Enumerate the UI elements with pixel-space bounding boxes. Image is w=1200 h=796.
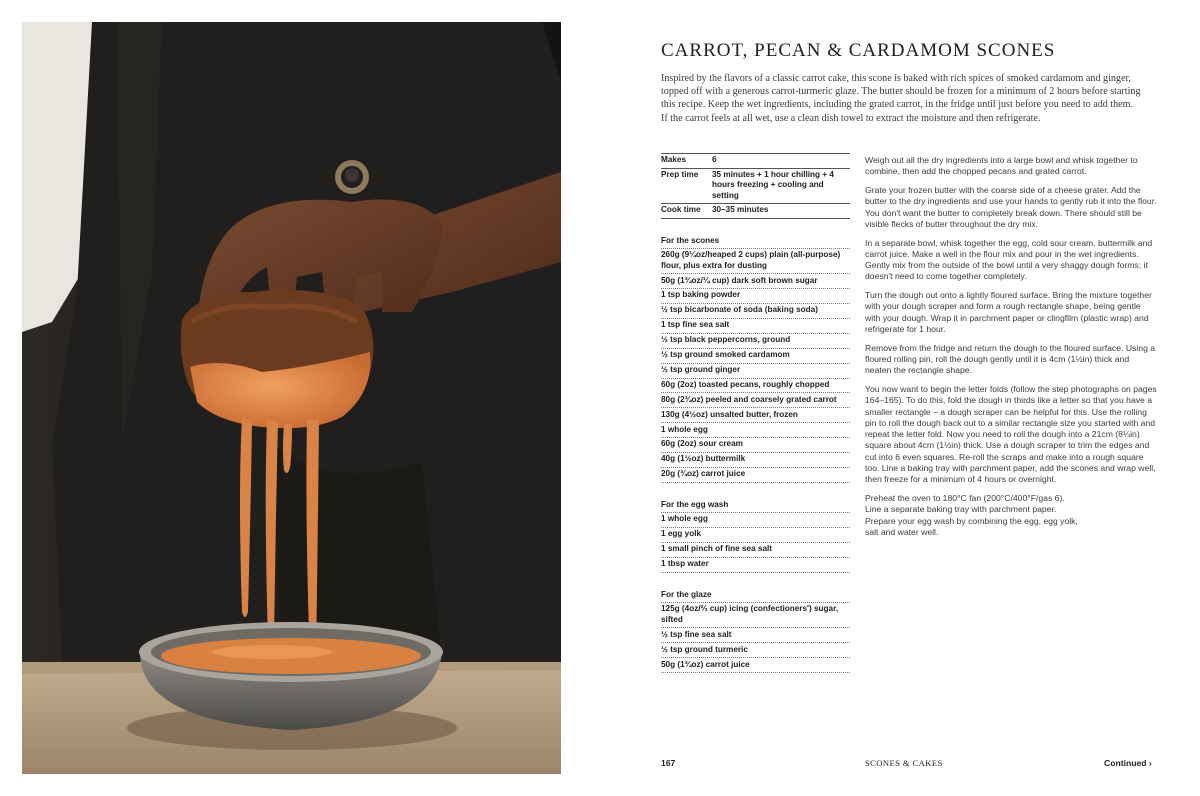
ingredient-item: ½ tsp ground smoked cardamom <box>661 348 850 363</box>
method-step-final <box>865 493 1157 538</box>
meta-value: 35 minutes + 1 hour chilling + 4 hours freezing + cooling and setting <box>712 169 834 200</box>
ingredient-item: 1 tsp fine sea salt <box>661 318 850 333</box>
ingredient-item: 1 small pinch of fine sea salt <box>661 542 850 557</box>
meta-value: 30–35 minutes <box>712 205 769 215</box>
recipe-meta <box>661 153 850 219</box>
ingredients-panel <box>661 153 850 673</box>
method-step: Weigh out all the dry ingredients into a large bowl and whisk together to combine, then add the chopped pecans and grated carrot. <box>865 155 1138 177</box>
recipe-intro: Inspired by the flavors of a classic carrot cake, this scone is baked with rich spices of smoked cardamom and ginger, topped off with a generous carrot-turmeric glaze. The butter should be frozen for a minimum of 2 hours before starting this recipe. Keep the wet ingredients, including the grated carrot, in the fridge until just before you need to add them. If the carrot feels at all wet, use a clean dish towel to extract the moisture and then refrigerate. <box>661 73 1141 124</box>
ingredient-group-scones <box>661 236 850 483</box>
section-name: SCONES & CAKES <box>865 758 943 768</box>
ingredient-item: ½ tsp ground turmeric <box>661 642 850 657</box>
ingredient-item: ½ tsp fine sea salt <box>661 627 850 642</box>
ingredient-item: 260g (9¼oz/heaped 2 cups) plain (all-purpose) flour, plus extra for dusting <box>661 248 850 273</box>
meta-row-makes <box>661 153 850 169</box>
ingredient-item: 50g (1¾oz) carrot juice <box>661 657 850 673</box>
ingredient-item: 130g (4½oz) unsalted butter, frozen <box>661 407 850 422</box>
ingredient-item: 125g (4oz/⅔ cup) icing (confectioners') sugar, sifted <box>661 602 850 627</box>
ingredient-item: 1 tbsp water <box>661 557 850 573</box>
method-step: Remove from the fridge and return the dough to the floured surface. Using a floured rolling pin, roll the dough gently until it is 4cm (1½in) thick and neaten the rectangle shape. <box>865 342 1156 376</box>
ingredient-item: 20g (¾oz) carrot juice <box>661 467 850 483</box>
meta-value: 6 <box>712 155 717 165</box>
method-steps <box>865 155 1157 546</box>
page-number: 167 <box>661 758 676 768</box>
ingredient-group-glaze <box>661 590 850 673</box>
method-line: Line a separate baking tray with parchment paper. <box>865 504 1057 515</box>
method-line: salt and water well. <box>865 526 939 537</box>
ingredient-group-egg-wash <box>661 500 850 573</box>
ingredient-item: 60g (2oz) toasted pecans, roughly chopped <box>661 378 850 393</box>
ingredient-item: 1 egg yolk <box>661 527 850 542</box>
ingredient-group-heading: For the scones <box>661 235 720 245</box>
meta-label: Makes <box>661 155 687 165</box>
ingredient-group-heading: For the egg wash <box>661 499 729 509</box>
ingredient-item: 80g (2¾oz) peeled and coarsely grated carrot <box>661 392 850 407</box>
ingredient-item: 60g (2oz) sour cream <box>661 437 850 452</box>
method-step: Turn the dough out onto a lightly floured surface. Bring the mixture together with your dough scraper and form a rough rectangle shape, being gentle with your dough. Wrap it in parchment paper or clingfilm (plastic wrap) and refrigerate for 1 hour. <box>865 290 1152 335</box>
method-line: Preheat the oven to 180°C fan (200°C/400°F/gas 6). <box>865 493 1065 504</box>
ingredient-item: 50g (1¾oz/¼ cup) dark soft brown sugar <box>661 273 850 288</box>
meta-row-cook-time <box>661 204 850 219</box>
meta-label: Cook time <box>661 205 701 215</box>
ingredient-item: 1 whole egg <box>661 512 850 527</box>
method-step: Grate your frozen butter with the coarse side of a cheese grater. Add the butter to the dry ingredients and use your hands to gently rub it into the flour. You don't want the butter to completely break down. There should still be visible flecks of butter throughout the dry mix. <box>865 184 1157 229</box>
ingredient-item: 1 tsp baking powder <box>661 288 850 303</box>
ingredient-item: ½ tsp bicarbonate of soda (baking soda) <box>661 303 850 318</box>
recipe-title: CARROT, PECAN & CARDAMOM SCONES <box>661 40 1056 61</box>
ingredient-group-heading: For the glaze <box>661 589 712 599</box>
method-line: Prepare your egg wash by combining the egg, egg yolk, <box>865 515 1078 526</box>
ingredient-item: ½ tsp ground ginger <box>661 363 850 378</box>
method-step: You now want to begin the letter folds (follow the step photographs on pages 164–165). To do this, fold the dough in thirds like a letter so that you have a smaller rectangle – a dough scraper can be helpful for this. Use the rolling pin to roll the dough back out to a similar rectangle size you started with and repeat the letter fold. Now you need to roll the dough into a 21cm (8¼in) square about 4cm (1½in) thick. Use a dough scraper to trim the edges and cut into 6 even squares. Re-roll the scraps and make into a rough square too. Line a baking tray with parchment paper, add the scones and wrap well, then freeze for a minimum of 4 hours or overnight. <box>865 384 1157 485</box>
ingredient-item: ½ tsp black peppercorns, ground <box>661 333 850 348</box>
ingredient-item: 40g (1½oz) buttermilk <box>661 452 850 467</box>
recipe-photo <box>22 22 561 774</box>
method-step: In a separate bowl, whisk together the egg, cold sour cream, buttermilk and carrot juice. Make a well in the flour mix and pour in the wet ingredients. Gently mix from the outside of the bowl until a very shaggy dough forms; it doesn't need to come together completely. <box>865 237 1153 282</box>
meta-row-prep-time <box>661 169 850 204</box>
continued-link[interactable]: Continued › <box>1104 758 1152 768</box>
ingredient-item: 1 whole egg <box>661 422 850 437</box>
meta-label: Prep time <box>661 169 699 179</box>
